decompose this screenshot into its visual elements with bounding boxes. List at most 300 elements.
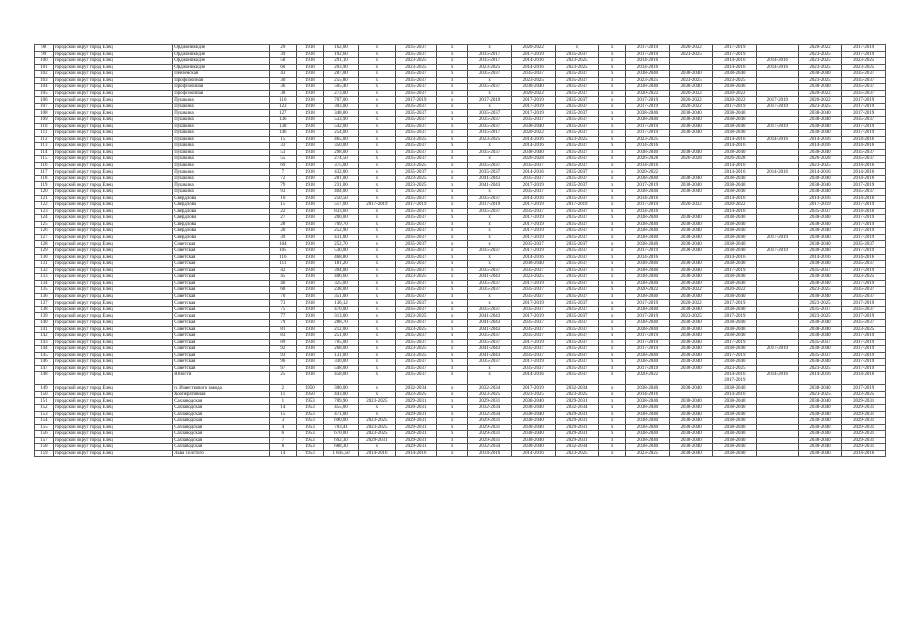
cell-construction-year: 1953 — [296, 450, 323, 457]
cell-construction-year: 1918 — [296, 110, 323, 117]
cell-period-3: x — [437, 437, 468, 444]
cell-house-number: 73 — [269, 300, 296, 307]
cell-period-5: 2035-2037 — [511, 346, 555, 353]
cell-period-4: 2035-2037 — [468, 208, 512, 215]
cell-period-2: 2020-2031 — [395, 404, 437, 411]
cell-row-number: 135 — [35, 287, 54, 294]
cell-period-10: 2038-2040 — [713, 215, 757, 222]
cell-period-1: x — [359, 130, 395, 137]
cell-period-7: x — [599, 306, 626, 313]
cell-row-number: 155 — [35, 424, 54, 431]
cell-period-11: 2017-2019 — [757, 103, 799, 110]
cell-construction-year: 1918 — [296, 306, 323, 313]
cell-house-number: 58 — [269, 58, 296, 65]
cell-period-6: 2035-2037 — [555, 149, 599, 156]
cell-construction-year: 1918 — [296, 103, 323, 110]
cell-row-number: 123 — [35, 208, 54, 215]
cell-period-8: 2038-2040 — [626, 431, 670, 438]
cell-construction-year: 1918 — [296, 247, 323, 254]
cell-row-number: 103 — [35, 77, 54, 84]
cell-row-number: 111 — [35, 130, 54, 137]
cell-area: 274,50 — [323, 156, 358, 163]
cell-period-2: 2035-2037 — [395, 215, 437, 222]
cell-municipality: городской округ город Елец — [53, 215, 172, 222]
cell-period-2: 2035-2037 — [395, 77, 437, 84]
cell-row-number: 119 — [35, 182, 54, 189]
cell-construction-year: 1918 — [296, 326, 323, 333]
cell-period-3: x — [437, 267, 468, 274]
cell-period-9: 2020-2022 — [669, 90, 713, 97]
cell-period-9: 2038-2040 — [669, 130, 713, 137]
cell-house-number: 70 — [269, 293, 296, 300]
cell-period-7: x — [599, 274, 626, 281]
cell-construction-year: 1918 — [296, 182, 323, 189]
cell-municipality: городской округ город Елец — [53, 372, 172, 385]
cell-period-2: 2035-2037 — [395, 267, 437, 274]
cell-row-number: 143 — [35, 339, 54, 346]
cell-period-4: 2029-2031 — [468, 398, 512, 405]
cell-period-10: 2038-2040 — [713, 359, 757, 366]
cell-period-4: x — [468, 143, 512, 150]
cell-period-4: 2035-2037 — [468, 71, 512, 78]
cell-period-5: 2017-2019 — [511, 51, 555, 58]
cell-municipality: городской округ город Елец — [53, 51, 172, 58]
cell-period-6: 2023-2025 — [555, 450, 599, 457]
cell-period-1: x — [359, 254, 395, 261]
cell-period-7: x — [599, 175, 626, 182]
cell-area: 703,41 — [323, 424, 358, 431]
cell-period-4: x — [468, 215, 512, 222]
cell-period-13: 2014-2016 — [842, 143, 886, 150]
cell-area: 470,00 — [323, 306, 358, 313]
cell-construction-year: 1950 — [296, 385, 323, 392]
cell-area: 468,80 — [323, 254, 358, 261]
cell-area: 313,00 — [323, 313, 358, 320]
cell-period-4: 2035-2037 — [468, 117, 512, 124]
cell-period-7: x — [599, 287, 626, 294]
cell-period-9: 2038-2040 — [669, 215, 713, 222]
cell-house-number: 3 — [269, 418, 296, 425]
cell-street: п. Известкового завода — [173, 385, 270, 392]
cell-street: Орджоникидзе — [173, 64, 270, 71]
cell-period-5: 2035-2037 — [511, 117, 555, 124]
cell-period-9: 2026-2028 — [669, 156, 713, 163]
cell-construction-year: 1918 — [296, 71, 323, 78]
cell-municipality: городской округ город Елец — [53, 346, 172, 353]
cell-period-1: x — [359, 169, 395, 176]
cell-house-number: 7 — [269, 437, 296, 444]
cell-period-12: 2026-2028 — [798, 156, 842, 163]
cell-area: 192,60 — [323, 51, 358, 58]
cell-period-2: 2035-2037 — [395, 247, 437, 254]
cell-period-2: 2035-2037 — [395, 300, 437, 307]
cell-street: Советская — [173, 267, 270, 274]
cell-municipality: городской округ город Елец — [53, 149, 172, 156]
cell-period-8: 2017-2019 — [626, 339, 670, 346]
cell-row-number: 129 — [35, 247, 54, 254]
cell-row-number: 132 — [35, 267, 54, 274]
cell-period-11: 2014-2016 — [757, 169, 799, 176]
cell-period-12: 2038-2040 — [798, 130, 842, 137]
cell-period-13: 2017-2019 — [842, 313, 886, 320]
cell-period-9: 2038-2040 — [669, 339, 713, 346]
cell-construction-year: 1918 — [296, 97, 323, 104]
cell-construction-year: 1918 — [296, 319, 323, 326]
cell-period-2: 2023-2025 — [395, 136, 437, 143]
cell-period-2: 2023-2025 — [395, 64, 437, 71]
cell-period-8: 2038-2040 — [626, 117, 670, 124]
cell-municipality: городской округ город Елец — [53, 339, 172, 346]
cell-period-6: 2035-2037 — [555, 287, 599, 294]
cell-row-number: 136 — [35, 293, 54, 300]
cell-period-13: 2017-2019 — [842, 234, 886, 241]
cell-period-4: 2023-2025 — [468, 391, 512, 398]
cell-period-10: 2023-2025 — [713, 365, 757, 372]
cell-period-12: 2038-2040 — [798, 404, 842, 411]
cell-period-1: x — [359, 313, 395, 320]
cell-area: 255,80 — [323, 77, 358, 84]
cell-period-9: 2038-2040 — [669, 404, 713, 411]
cell-construction-year: 1918 — [296, 234, 323, 241]
cell-street: Советская — [173, 247, 270, 254]
cell-period-12: 2020-2022 — [798, 90, 842, 97]
cell-period-4: 2035-2037 — [468, 149, 512, 156]
cell-period-3: x — [437, 162, 468, 169]
cell-period-2: 2035-2037 — [395, 221, 437, 228]
cell-period-4: 2023-2025 — [468, 136, 512, 143]
cell-period-13: 2029-2031 — [842, 418, 886, 425]
cell-period-12: 2038-2040 — [798, 189, 842, 196]
cell-period-13: 2014-2016 — [842, 450, 886, 457]
cell-period-10: 2017-2019 — [713, 300, 757, 307]
cell-period-7: x — [599, 77, 626, 84]
cell-street: Советская — [173, 254, 270, 261]
cell-period-10: 2038-2040 — [713, 306, 757, 313]
cell-period-8: 2038-2040 — [626, 175, 670, 182]
cell-period-12: 2020-2022 — [798, 97, 842, 104]
cell-municipality: городской округ город Елец — [53, 254, 172, 261]
cell-period-9: 2020-2022 — [669, 97, 713, 104]
cell-row-number: 147 — [35, 365, 54, 372]
cell-construction-year: 1918 — [296, 333, 323, 340]
cell-period-8: 2038-2040 — [626, 326, 670, 333]
cell-period-1: 2023-2025 — [359, 431, 395, 438]
cell-period-10: 2038-2040 — [713, 431, 757, 438]
cell-period-9: 2038-2040 — [669, 261, 713, 268]
cell-period-13: 2029-2031 — [842, 444, 886, 451]
cell-period-1: x — [359, 411, 395, 418]
cell-period-8: 2038-2040 — [626, 221, 670, 228]
cell-area: 325,00 — [323, 280, 358, 287]
cell-period-10: 2014-2016 — [713, 208, 757, 215]
cell-period-7: x — [599, 398, 626, 405]
cell-period-5: 2038-2040 — [511, 418, 555, 425]
cell-period-7: x — [599, 221, 626, 228]
cell-period-13: 2017-2019 — [842, 300, 886, 307]
cell-period-8: 2017-2019 — [626, 313, 670, 320]
cell-period-7: x — [599, 156, 626, 163]
cell-period-12: 2038-2040 — [798, 228, 842, 235]
cell-period-9: 2038-2040 — [669, 319, 713, 326]
cell-period-1: x — [359, 162, 395, 169]
cell-period-9: 2038-2040 — [669, 293, 713, 300]
cell-period-8: 2038-2040 — [626, 424, 670, 431]
cell-area: 250,50 — [323, 195, 358, 202]
cell-period-2: 2035-2037 — [395, 51, 437, 58]
cell-period-11: 2017-2019 — [757, 234, 799, 241]
cell-street: Сахзаводская — [173, 424, 270, 431]
cell-period-5: 2038-2040 — [511, 444, 555, 451]
cell-period-3: x — [437, 313, 468, 320]
cell-period-6: 2029-2031 — [555, 437, 599, 444]
cell-row-number: 105 — [35, 90, 54, 97]
cell-period-5: 2014-2016 — [511, 372, 555, 385]
cell-municipality: городской округ город Елец — [53, 267, 172, 274]
cell-period-9: 2020-2022 — [669, 287, 713, 294]
cell-period-4: 2035-2037 — [468, 169, 512, 176]
cell-construction-year: 1918 — [296, 339, 323, 346]
cell-period-7: x — [599, 450, 626, 457]
cell-construction-year: 1918 — [296, 241, 323, 248]
cell-street: Пушкина — [173, 189, 270, 196]
cell-period-3: x — [437, 247, 468, 254]
cell-house-number: 14 — [269, 404, 296, 411]
cell-construction-year: 1918 — [296, 267, 323, 274]
cell-house-number: 1 — [269, 398, 296, 405]
cell-period-6: 2035-2037 — [555, 97, 599, 104]
cell-period-13: 2017-2019 — [842, 247, 886, 254]
cell-period-9: 2038-2040 — [669, 228, 713, 235]
cell-period-10: 2014-2016 — [713, 169, 757, 176]
cell-period-4: 2035-2037 — [468, 195, 512, 202]
cell-period-12: 2038-2040 — [798, 110, 842, 117]
cell-street: Советская — [173, 280, 270, 287]
cell-period-7: x — [599, 97, 626, 104]
cell-period-1: x — [359, 287, 395, 294]
cell-period-4: 2017-2019 — [468, 202, 512, 209]
cell-period-12: 2035-2037 — [798, 339, 842, 346]
cell-street: Свердлова — [173, 202, 270, 209]
cell-house-number: 43 — [269, 71, 296, 78]
cell-period-8: 2017-2019 — [626, 45, 670, 52]
cell-period-5: 2035-2037 — [511, 333, 555, 340]
cell-municipality: городской округ город Елец — [53, 228, 172, 235]
cell-period-12: 2038-2040 — [798, 247, 842, 254]
cell-row-number: 125 — [35, 221, 54, 228]
cell-house-number: 28 — [269, 221, 296, 228]
cell-construction-year: 1953 — [296, 398, 323, 405]
cell-row-number: 107 — [35, 103, 54, 110]
cell-street: Свердлова — [173, 228, 270, 235]
cell-period-12: 2023-2025 — [798, 77, 842, 84]
cell-period-5: 2020-2022 — [511, 45, 555, 52]
cell-period-8: 2038-2040 — [626, 411, 670, 418]
cell-period-2: 2035-2037 — [395, 359, 437, 366]
cell-municipality: городской округ город Елец — [53, 352, 172, 359]
cell-house-number: 15 — [269, 202, 296, 209]
cell-period-2: 2035-2037 — [395, 117, 437, 124]
cell-period-13: 2017-2019 — [842, 51, 886, 58]
cell-period-8: 2038-2040 — [626, 261, 670, 268]
cell-period-12: 2038-2040 — [798, 261, 842, 268]
cell-period-5: 2038-2040 — [511, 437, 555, 444]
cell-row-number: 124 — [35, 215, 54, 222]
cell-period-5: 2035-2037 — [511, 326, 555, 333]
cell-house-number: 2 — [269, 385, 296, 392]
cell-municipality: городской округ город Елец — [53, 359, 172, 366]
cell-area: 670,00 — [323, 431, 358, 438]
cell-period-2: 2023-2025 — [395, 58, 437, 65]
cell-period-7: x — [599, 228, 626, 235]
cell-street: Пушкина — [173, 149, 270, 156]
cell-row-number: 159 — [35, 450, 54, 457]
cell-area: 268,00 — [323, 346, 358, 353]
cell-period-2: 2035-2037 — [395, 306, 437, 313]
cell-period-10: 2038-2040 — [713, 117, 757, 124]
cell-street: Пушкина — [173, 136, 270, 143]
cell-period-6: 2035-2037 — [555, 175, 599, 182]
cell-period-4: 2035-2037 — [468, 333, 512, 340]
cell-period-9: 2020-2022 — [669, 103, 713, 110]
cell-period-5: 2035-2037 — [511, 208, 555, 215]
cell-street: Орджоникидзе — [173, 58, 270, 65]
cell-street: Сахзаводская — [173, 398, 270, 405]
cell-period-12: 2020-2022 — [798, 45, 842, 52]
cell-period-12: 2023-2025 — [798, 58, 842, 65]
cell-period-1: x — [359, 241, 395, 248]
cell-period-10: 2017-2019 — [713, 352, 757, 359]
cell-period-5: 2035-2037 — [511, 175, 555, 182]
cell-area: 707,00 — [323, 97, 358, 104]
cell-period-4: x — [468, 103, 512, 110]
cell-period-13: 2023-2025 — [842, 326, 886, 333]
cell-period-4: 2041-2043 — [468, 319, 512, 326]
cell-period-7: x — [599, 241, 626, 248]
cell-period-3: x — [437, 365, 468, 372]
cell-row-number: 145 — [35, 352, 54, 359]
cell-period-12: 2038-2040 — [798, 149, 842, 156]
cell-period-5: 2038-2040 — [511, 261, 555, 268]
cell-period-8: 2014-2016 — [626, 58, 670, 65]
cell-area: 238,00 — [323, 287, 358, 294]
cell-period-6: 2035-2037 — [555, 300, 599, 307]
cell-period-9: 2038-2040 — [669, 274, 713, 281]
cell-street: Пушкина — [173, 123, 270, 130]
cell-period-9: 2038-2040 — [669, 424, 713, 431]
cell-street: Свердлова — [173, 215, 270, 222]
cell-period-11: 2017-2019 — [757, 346, 799, 353]
cell-period-4: x — [468, 254, 512, 261]
cell-area: 288,70 — [323, 319, 358, 326]
cell-row-number: 156 — [35, 431, 54, 438]
cell-period-12: 2038-2040 — [798, 274, 842, 281]
cell-period-9: 2038-2040 — [669, 175, 713, 182]
cell-row-number: 133 — [35, 274, 54, 281]
cell-period-8: 2038-2040 — [626, 234, 670, 241]
cell-period-8: 2017-2019 — [626, 333, 670, 340]
cell-area: 833,60 — [323, 208, 358, 215]
cell-period-3: x — [437, 143, 468, 150]
cell-period-7: x — [599, 136, 626, 143]
cell-period-3: x — [437, 274, 468, 281]
cell-period-9: 2038-2040 — [669, 182, 713, 189]
cell-period-10: 2020-2022 — [713, 97, 757, 104]
cell-period-5: 2035-2037 — [511, 319, 555, 326]
cell-street: Советская — [173, 352, 270, 359]
cell-period-13: 2017-2019 — [842, 97, 886, 104]
cell-period-4: 2035-2037 — [468, 247, 512, 254]
cell-house-number: 138 — [269, 123, 296, 130]
cell-period-9: 2038-2040 — [669, 418, 713, 425]
cell-period-9: 2038-2040 — [669, 450, 713, 457]
cell-period-7: x — [599, 110, 626, 117]
cell-period-13: 2029-2031 — [842, 398, 886, 405]
cell-period-8: 2014-2016 — [626, 64, 670, 71]
cell-period-5: 2017-2019 — [511, 385, 555, 392]
cell-period-4: 2032-2034 — [468, 411, 512, 418]
cell-construction-year: 1953 — [296, 418, 323, 425]
cell-period-2: 2023-2025 — [395, 352, 437, 359]
cell-row-number: 115 — [35, 156, 54, 163]
cell-period-9: 2020-2022 — [669, 300, 713, 307]
cell-row-number: 106 — [35, 97, 54, 104]
cell-period-8: 2038-2040 — [626, 228, 670, 235]
cell-period-13: 2017-2019 — [842, 202, 886, 209]
cell-period-2: 2023-2025 — [395, 326, 437, 333]
cell-period-5: 2035-2037 — [511, 352, 555, 359]
cell-municipality: городской округ город Елец — [53, 136, 172, 143]
cell-period-1: x — [359, 404, 395, 411]
cell-construction-year: 1918 — [296, 169, 323, 176]
cell-period-10: 2023-2025 — [713, 77, 757, 84]
cell-period-7: x — [599, 254, 626, 261]
cell-period-5: 2038-2040 — [511, 424, 555, 431]
cell-period-4: 2029-2031 — [468, 418, 512, 425]
cell-area: 690,00 — [323, 418, 358, 425]
cell-period-1: x — [359, 293, 395, 300]
cell-period-4: x — [468, 156, 512, 163]
cell-street: Пушкина — [173, 103, 270, 110]
cell-construction-year: 1918 — [296, 346, 323, 353]
cell-period-10: 2017-2019 — [713, 51, 757, 58]
cell-period-2: 2035-2037 — [395, 365, 437, 372]
cell-period-3: x — [437, 241, 468, 248]
cell-municipality: городской округ город Елец — [53, 319, 172, 326]
cell-municipality: городской округ город Елец — [53, 45, 172, 52]
cell-street: Советская — [173, 261, 270, 268]
cell-period-2: 2017-2019 — [395, 202, 437, 209]
cell-period-3: x — [437, 84, 468, 91]
cell-period-12: 2038-2040 — [798, 117, 842, 124]
cell-period-4: x — [468, 372, 512, 385]
cell-period-8: 2014-2016 — [626, 391, 670, 398]
cell-period-1: 2017-2019 — [359, 202, 395, 209]
cell-area: 404,00 — [323, 189, 358, 196]
cell-municipality: городской округ город Елец — [53, 313, 172, 320]
cell-period-10: 2038-2040 — [713, 71, 757, 78]
cell-municipality: городской округ город Елец — [53, 404, 172, 411]
cell-period-12: 2038-2040 — [798, 175, 842, 182]
cell-period-8: 2017-2019 — [626, 130, 670, 137]
cell-house-number: 127 — [269, 110, 296, 117]
cell-period-1: 2014-2016 — [359, 450, 395, 457]
cell-construction-year: 1918 — [296, 45, 323, 52]
cell-street: Сахзаводская — [173, 444, 270, 451]
cell-area: 203,90 — [323, 64, 358, 71]
cell-period-8: 2020-2022 — [626, 169, 670, 176]
cell-period-1: x — [359, 123, 395, 130]
cell-house-number: 7 — [269, 169, 296, 176]
